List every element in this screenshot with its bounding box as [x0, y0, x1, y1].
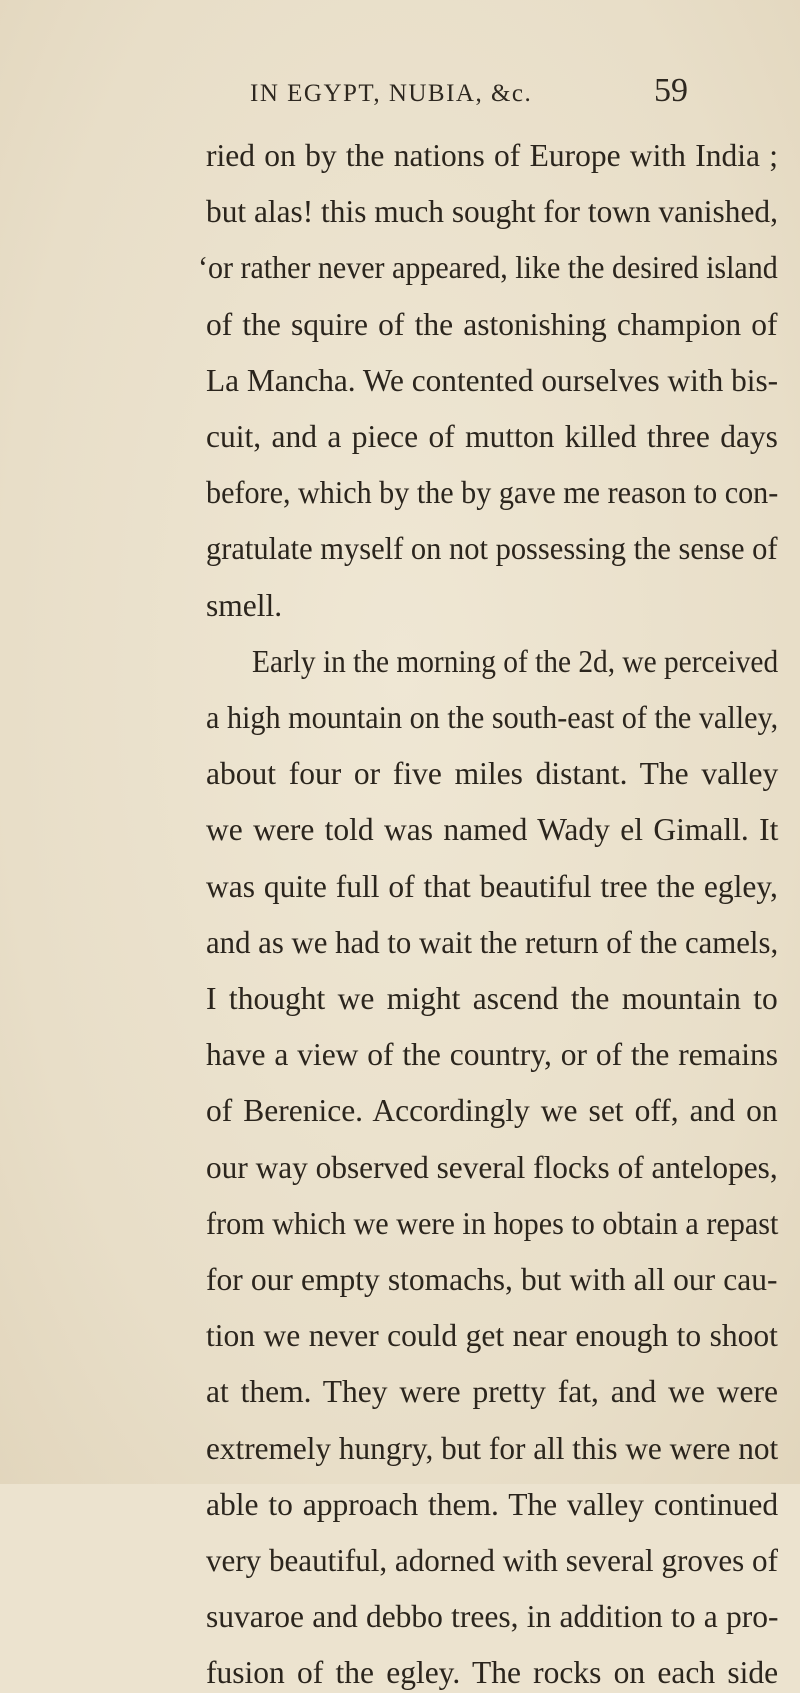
text-line: of the squire of the astonishing champion of: [206, 306, 778, 342]
text-line: extremely hungry, but for all this we were not: [206, 1430, 779, 1466]
text-line: a high mountain on the south-east of the valley,: [206, 700, 779, 735]
text-line: from which we were in hopes to obtain a repast: [206, 1205, 779, 1241]
text-line: about four or five miles distant. The valley: [206, 756, 779, 792]
running-head: IN EGYPT, NUBIA, &c.: [250, 80, 533, 107]
text-line: ‘or rather never appeared, like the desired island: [198, 250, 778, 286]
text-line: tion we never could get near enough to shoot: [206, 1318, 778, 1354]
text-line: able to approach them. The valley continued: [206, 1486, 779, 1522]
text-line: Early in the morning of the 2d, we perceived: [252, 643, 779, 679]
text-line: our way observed several flocks of antelopes,: [206, 1149, 778, 1185]
text-line: gratulate myself on not possessing the sense of: [206, 531, 778, 567]
text-line: cuit, and a piece of mutton killed three days: [206, 419, 778, 454]
text-line: of Berenice. Accordingly we set off, and on: [206, 1093, 778, 1129]
text-line: fusion of the egley. The rocks on each side: [206, 1655, 779, 1691]
text-line: before, which by the by gave me reason to con-: [206, 475, 779, 511]
text-line: but alas! this much sought for town vanished,: [206, 194, 778, 230]
text-line: for our empty stomachs, but with all our cau-: [206, 1262, 778, 1297]
text-line: smell.: [206, 587, 283, 623]
text-line: I thought we might ascend the mountain to: [206, 981, 778, 1016]
text-line: ried on by the nations of Europe with India ;: [206, 138, 779, 173]
text-line: was quite full of that beautiful tree the egley,: [206, 868, 778, 904]
text-line: suvaroe and debbo trees, in addition to a pro-: [206, 1599, 779, 1635]
text-line: and as we had to wait the return of the camels,: [206, 924, 779, 960]
text-line: La Mancha. We contented ourselves with bis-: [206, 362, 779, 398]
page-number: 59: [654, 72, 688, 109]
text-line: have a view of the country, or of the remains: [206, 1037, 779, 1073]
text-line: at them. They were pretty fat, and we were: [206, 1374, 778, 1410]
text-line: very beautiful, adorned with several groves of: [206, 1543, 778, 1578]
text-line: we were told was named Wady el Gimall. It: [206, 812, 779, 848]
